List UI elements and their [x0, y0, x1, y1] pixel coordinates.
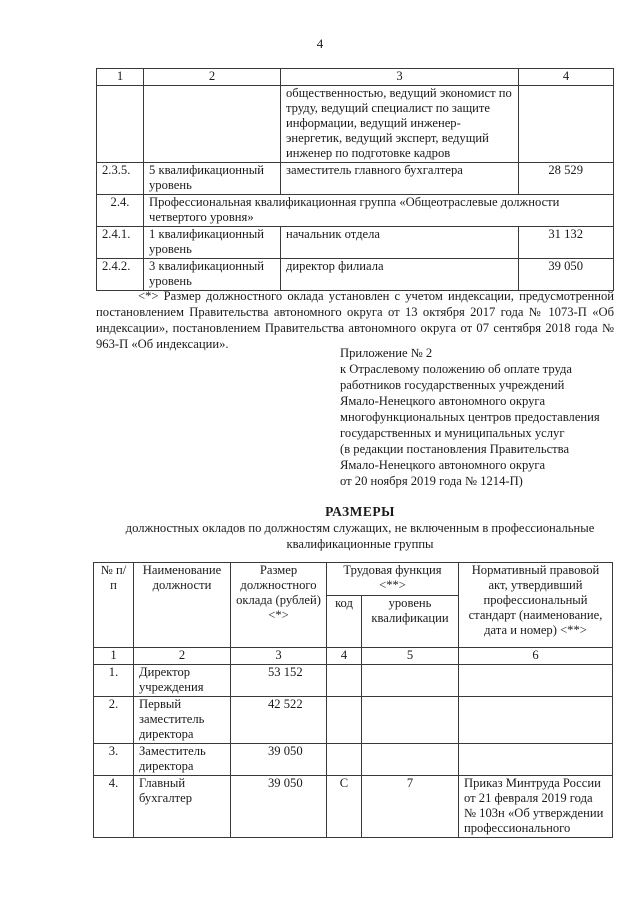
appendix-line: Ямало-Ненецкого автономного округа: [340, 394, 546, 408]
appendix-line: от 20 ноября 2019 года № 1214-П): [340, 474, 523, 488]
position-names: общественностью, ведущий экономист по труду, ведущий специалист по защите информации, ведущий инженер-энергетик, ведущий эксперт, ведущий инженер по подготовке кадров: [281, 86, 519, 163]
header-name: Наименование должности: [134, 563, 231, 648]
qualification-level: [144, 86, 281, 163]
column-number: 4: [327, 648, 362, 665]
row-number: 4.: [94, 776, 134, 838]
row-number: 2.3.5.: [97, 163, 144, 195]
row-number: 2.: [94, 697, 134, 744]
position-names: заместитель главного бухгалтера: [281, 163, 519, 195]
position-name: Директор учреждения: [134, 665, 231, 697]
column-number: 5: [362, 648, 459, 665]
row-number: 2.4.: [97, 195, 144, 227]
position-name: Заместитель директора: [134, 744, 231, 776]
section-title: РАЗМЕРЫ: [325, 504, 395, 519]
table-header-row: [94, 563, 613, 596]
qualification-level: 7: [362, 776, 459, 838]
row-number: 2.4.2.: [97, 259, 144, 291]
table-header-row: [97, 69, 614, 86]
legal-act: [459, 665, 613, 697]
salary: 31 132: [519, 227, 614, 259]
salary: 39 050: [231, 776, 327, 838]
table-row: [94, 744, 613, 776]
row-number: 1.: [94, 665, 134, 697]
column-number: 6: [459, 648, 613, 665]
table-row: [97, 86, 614, 163]
header-legal-act: Нормативный правовой акт, утвердивший профессиональный стандарт (наименование, дата и номер) <**>: [459, 563, 613, 648]
column-number: 3: [281, 69, 519, 86]
header-qualification-level: уровень квалификации: [362, 596, 459, 648]
qualification-level: 5 квалификационный уровень: [144, 163, 281, 195]
table-row: [94, 776, 613, 838]
salary: [519, 86, 614, 163]
header-labor-function: Трудовая функция <**>: [327, 563, 459, 596]
row-number: [97, 86, 144, 163]
appendix-heading: [340, 345, 620, 489]
section-subtitle: должностных окладов по должностям служащих, не включенным в профессиональные квалификационные группы: [125, 521, 595, 551]
function-code: [327, 665, 362, 697]
position-name: Главный бухгалтер: [134, 776, 231, 838]
position-name: Первый заместитель директора: [134, 697, 231, 744]
column-number: 1: [94, 648, 134, 665]
position-names: начальник отдела: [281, 227, 519, 259]
legal-act: Приказ Минтруда России от 21 февраля 2019 года № 103н «Об утверждении профессионального: [459, 776, 613, 838]
qualification-level: 3 квалификационный уровень: [144, 259, 281, 291]
footnote-text: <*> Размер должностного оклада установлен с учетом индексации, предусмотренной постановлением Правительства автономного округа от 13 октября 2017 года № 1073-П «Об индексации», постановлением Правительства автономного округа от 07 сентября 2018 года № 963-П «Об индексации».: [96, 289, 614, 351]
function-code: С: [327, 776, 362, 838]
appendix-line: работников государственных учреждений: [340, 378, 565, 392]
qualification-level: [362, 697, 459, 744]
legal-act: [459, 697, 613, 744]
header-salary: Размер должностного оклада (рублей) <*>: [231, 563, 327, 648]
table-row: [94, 697, 613, 744]
table-group-row: [97, 195, 614, 227]
table-row: [97, 163, 614, 195]
page-number: 4: [316, 36, 324, 51]
salary: 42 522: [231, 697, 327, 744]
column-number: 3: [231, 648, 327, 665]
table-row: [97, 227, 614, 259]
column-number: 1: [97, 69, 144, 86]
legal-act: [459, 744, 613, 776]
appendix-line: к Отраслевому положению об оплате труда: [340, 362, 572, 376]
qualification-level: [362, 665, 459, 697]
position-names: директор филиала: [281, 259, 519, 291]
row-number: 2.4.1.: [97, 227, 144, 259]
row-number: 3.: [94, 744, 134, 776]
appendix-line: (в редакции постановления Правительства: [340, 442, 570, 456]
column-number: 2: [144, 69, 281, 86]
salary: 39 050: [519, 259, 614, 291]
qualification-level: [362, 744, 459, 776]
column-number: 2: [134, 648, 231, 665]
qualification-level: 1 квалификационный уровень: [144, 227, 281, 259]
salary-table: [93, 562, 613, 838]
positions-salary-table-continued: [96, 68, 614, 291]
column-number: 4: [519, 69, 614, 86]
table-row: [97, 259, 614, 291]
footnote: [96, 288, 614, 352]
header-code: код: [327, 596, 362, 648]
salary: 39 050: [231, 744, 327, 776]
table-row: [94, 665, 613, 697]
appendix-line: Приложение № 2: [340, 346, 433, 360]
function-code: [327, 697, 362, 744]
header-num: № п/п: [94, 563, 134, 648]
appendix-line: многофункциональных центров предоставления: [340, 410, 600, 424]
salary: 53 152: [231, 665, 327, 697]
appendix-line: Ямало-Ненецкого автономного округа: [340, 458, 546, 472]
appendix-line: государственных и муниципальных услуг: [340, 426, 565, 440]
function-code: [327, 744, 362, 776]
salary: 28 529: [519, 163, 614, 195]
column-numbers-row: [94, 648, 613, 665]
group-title: Профессиональная квалификационная группа «Общеотраслевые должности четвертого уровня»: [144, 195, 614, 227]
